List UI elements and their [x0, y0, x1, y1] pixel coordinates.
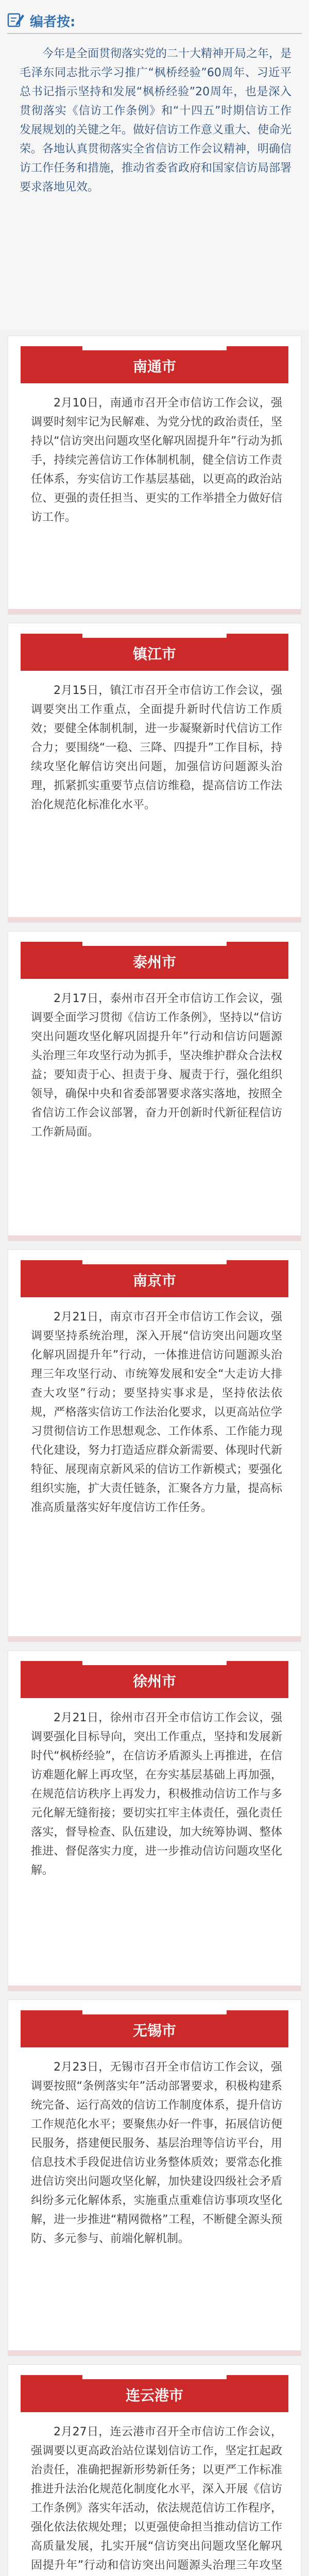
city-banner: [21, 946, 288, 979]
city-card-zhenjiang: [8, 623, 301, 922]
city-report-text: 2月17日，泰州市召开全市信访工作会议，强调要全面学习贯彻《信访工作条例》，坚持以“信访突出问题攻坚化解巩固提升年”行动和信访问题源头治理三年攻坚行动为抓手，坚决维护群众合法权益；要知责于心、担责于身、履责于行，强化组织领导，确保中央和省委部署要求落实落地，按照全省信访工作会议部署，奋力开创新时代新征程信访工作新局面。: [31, 992, 282, 1139]
banner-tab-left: [21, 346, 82, 350]
editor-note: [0, 0, 309, 330]
city-banner: [21, 1264, 288, 1297]
city-card-nanjing: [8, 1250, 301, 1641]
banner-tab-right: [227, 2010, 288, 2014]
card-bottom-strip: [8, 609, 301, 614]
banner-tab-right: [227, 346, 288, 350]
city-name: 连云港市: [125, 2387, 183, 2404]
city-report-text: 2月23日，无锡市召开全市信访工作会议，强调要按照“条例落实年”活动部署要求，积极构建系统完备、运行高效的信访工作制度体系，提升信访工作规范化水平；要聚焦办好一件事，拓展信访便民服务，搭建便民服务、基层治理等信访平台，用信息技术手段促进信访业务整体质效；要常态化推进信访突出问题攻坚化解，加快建设四级社会矛盾纠纷多元化解体系，实施重点重难信访事项攻坚化解，进一步推进“精网微格”工程，不断健全源头预防、多元参与、前端化解机制。: [31, 2061, 282, 2245]
city-card-xuzhou: [8, 1651, 301, 1991]
banner-tab-right: [227, 1260, 288, 1264]
card-bottom-strip: [8, 2350, 301, 2355]
editor-note-header: [7, 9, 302, 34]
editor-note-label: 编者按:: [30, 14, 76, 30]
banner-tab-left: [21, 2010, 82, 2014]
city-card-nantong: [8, 336, 301, 614]
card-bottom-strip: [8, 1235, 301, 1241]
banner-tab-left: [21, 942, 82, 946]
banner-tab-right: [227, 1661, 288, 1665]
banner-tab-left: [21, 1260, 82, 1264]
city-card-taizhou: [8, 931, 301, 1241]
card-bottom-strip: [8, 917, 301, 922]
city-banner: [21, 638, 288, 671]
banner-tab-right: [227, 634, 288, 638]
city-card-wuxi: [8, 2000, 301, 2355]
city-name: 泰州市: [132, 954, 176, 971]
banner-tab-left: [21, 2375, 82, 2379]
banner-tab-right: [227, 2375, 288, 2379]
city-name: 徐州市: [132, 1673, 176, 1690]
city-report-text: 2月27日，连云港市召开全市信访工作会议，强调要以更高政治站位谋划信访工作，坚定扛起政治责任，准确把握新形势新任务；以更严工作标准推进升法治化规范化制度化水平，深入开展《信访工作条例》落实年活动，依法规范信访工作程序，强化依法依规处理；以更强使命担当推动信访工作高质量发展，扎实开展“信访突出问题攻坚化解巩固提升年”行动和信访突出问题源头治理三年攻坚: [31, 2426, 282, 2572]
banner-tab-left: [21, 1661, 82, 1665]
city-report-text: 2月21日，徐州市召开全市信访工作会议，强调要强化目标导向，突出工作重点，坚持和发展新时代“枫桥经验”，在信访矛盾源头上再推进，在信访难题化解上再攻坚，在夯实基层基础上再加强，在规范信访秩序上再发力，积极推动信访工作与多元化解无缝衔接；要切实扛牢主体责任，强化责任落实，督导检查、队伍建设，加大统筹协调、整体推进、督促落实力度，进一步推动信访问题攻坚化解。: [31, 1711, 282, 1877]
banner-tab-left: [21, 634, 82, 638]
editor-note-body: 今年是全面贯彻落实党的二十大精神开局之年，是毛泽东同志批示学习推广“枫桥经验”60周年、习近平总书记指示坚持和发展“枫桥经验”20周年，也是深入贯彻落实《信访工作条例》和“十四五”时期信访工作发展规划的关键之年。做好信访工作意义重大、使命光荣。各地认真贯彻落实全省信访工作会议精神，明确信访工作任务和措施，推动省委省政府和国家信访局部署要求落地见效。: [20, 47, 292, 194]
pen-icon: [7, 12, 25, 28]
city-name: 无锡市: [132, 2022, 176, 2039]
city-report-text: 2月21日，南京市召开全市信访工作会议，强调要坚持系统治理，深入开展“信访突出问题攻坚化解巩固提升年”行动，一体推进信访问题源头治理三年攻坚行动、市统筹发展和安全“大走访大排查大攻坚”行动；要坚持实事求是，坚持依法依规，严格落实信访工作法治化要求，以更高站位学习贯彻信访工作思想观念、工作体系、工作能力现代化建设，努力打造适应群众新需要、体现时代新特征、展现南京新风采的信访工作新模式；要强化组织实施，扩大责任链条，汇聚各方力量，提高标准高质量落实好年度信访工作任务。: [31, 1311, 282, 1514]
city-banner: [21, 350, 288, 383]
city-banner: [21, 2379, 288, 2412]
city-name: 镇江市: [132, 646, 176, 663]
card-bottom-strip: [8, 1636, 301, 1641]
banner-tab-right: [227, 942, 288, 946]
city-name: 南通市: [132, 358, 176, 375]
city-report-text: 2月10日，南通市召开全市信访工作会议，强调要时刻牢记为民解难、为党分忧的政治责任，坚持以“信访突出问题攻坚化解巩固提升年”行动为抓手，持续完善信访工作体制机制，健全信访工作责任体系，夯实信访工作基层基础，以更高的政治站位、更强的责任担当、更实的工作举措全力做好信访工作。: [31, 397, 282, 524]
city-report-text: 2月15日，镇江市召开全市信访工作会议，强调要突出工作重点，全面提升新时代信访工作质效；要健全体制机制，进一步凝聚新时代信访工作合力；要围绕“一稳、三降、四提升”工作目标，持续攻坚化解信访突出问题，加强信访问题源头治理，抓紧抓实重要节点信访维稳，提高信访工作法治化规范化标准化水平。: [31, 684, 282, 811]
city-banner: [21, 2014, 288, 2047]
city-banner: [21, 1665, 288, 1698]
card-bottom-strip: [8, 1986, 301, 1991]
city-name: 南京市: [132, 1272, 176, 1289]
city-card-lianyungang: [8, 2365, 301, 2576]
